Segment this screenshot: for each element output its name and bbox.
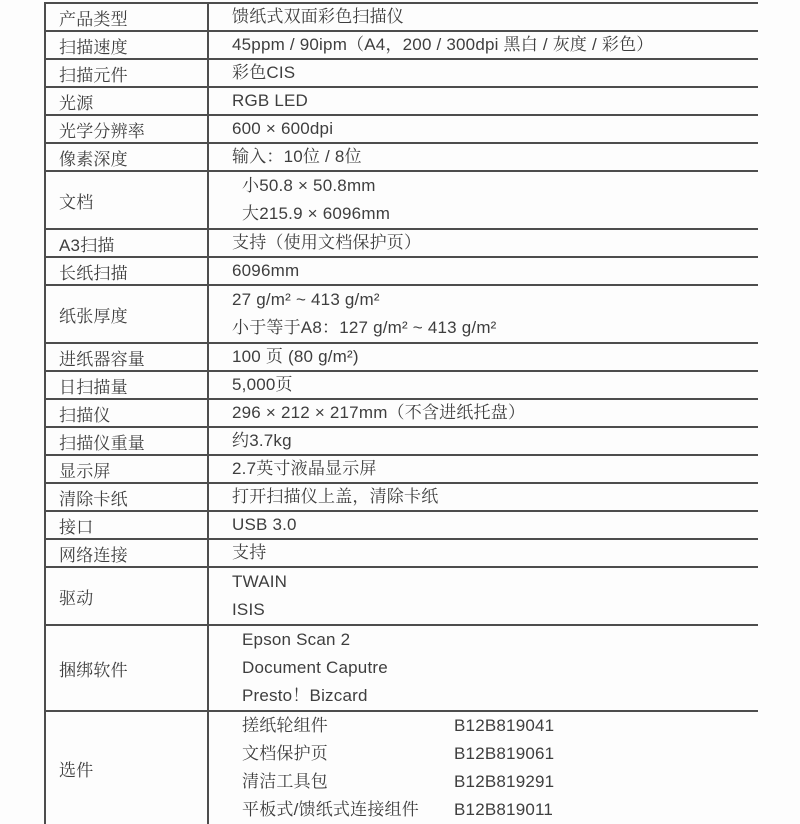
spec-row xyxy=(44,370,758,398)
spec-value-line: 彩色CIS xyxy=(232,63,296,82)
spec-label: 长纸扫描 xyxy=(44,258,209,284)
spec-label: 扫描速度 xyxy=(44,32,209,58)
spec-value-line: 约3.7kg xyxy=(232,431,292,450)
spec-label: A3扫描 xyxy=(44,230,209,256)
spec-value xyxy=(209,456,758,482)
spec-value-line: 6096mm xyxy=(232,261,300,280)
option-item xyxy=(232,740,758,768)
spec-label: 文档 xyxy=(44,172,209,228)
spec-label: 扫描仪 xyxy=(44,400,209,426)
spec-value-line: 2.7英寸液晶显示屏 xyxy=(232,459,377,478)
spec-value-line: TWAIN xyxy=(232,572,288,591)
spec-value-line: 小于等于A8：127 g/m² ~ 413 g/m² xyxy=(232,318,497,337)
spec-value-line: Presto！Bizcard xyxy=(242,686,368,705)
spec-value xyxy=(209,286,758,342)
spec-value-line: USB 3.0 xyxy=(232,515,297,534)
spec-value-line: 296 × 212 × 217mm（不含进纸托盘） xyxy=(232,403,526,422)
spec-row xyxy=(44,482,758,510)
spec-value-line: RGB LED xyxy=(232,91,309,110)
spec-row xyxy=(44,538,758,566)
spec-row xyxy=(44,58,758,86)
spec-row xyxy=(44,566,758,624)
spec-value xyxy=(209,88,758,114)
spec-value-line: 支持 xyxy=(232,543,267,562)
spec-row xyxy=(44,142,758,170)
spec-value xyxy=(209,712,758,824)
spec-value-line: 支持（使用文档保护页） xyxy=(232,233,422,252)
spec-value-line: 大215.9 × 6096mm xyxy=(242,204,391,223)
spec-value xyxy=(209,144,758,170)
spec-value xyxy=(209,4,758,30)
spec-value xyxy=(209,428,758,454)
option-item xyxy=(232,768,758,796)
option-name: 清洁工具包 xyxy=(242,772,328,791)
spec-label: 清除卡纸 xyxy=(44,484,209,510)
spec-row xyxy=(44,2,758,30)
spec-label: 纸张厚度 xyxy=(44,286,209,342)
spec-value-line: ISIS xyxy=(232,600,265,619)
spec-label: 产品类型 xyxy=(44,4,209,30)
option-name: 平板式/馈纸式连接组件 xyxy=(242,800,419,819)
spec-label: 扫描仪重量 xyxy=(44,428,209,454)
spec-label: 驱动 xyxy=(44,568,209,624)
spec-value-line: 输入：10位 / 8位 xyxy=(232,147,362,166)
spec-value-line: 馈纸式双面彩色扫描仪 xyxy=(232,7,404,26)
spec-value xyxy=(209,540,758,566)
spec-label: 捆绑软件 xyxy=(44,626,209,710)
spec-value-line: 27 g/m² ~ 413 g/m² xyxy=(232,290,380,309)
spec-row xyxy=(44,30,758,58)
option-name: 文档保护页 xyxy=(242,744,328,763)
spec-label: 选件 xyxy=(44,712,209,824)
spec-label: 接口 xyxy=(44,512,209,538)
spec-row xyxy=(44,284,758,342)
spec-label: 光源 xyxy=(44,88,209,114)
spec-value-line: 小50.8 × 50.8mm xyxy=(242,176,376,195)
option-part-number: B12B819061 xyxy=(454,744,555,763)
spec-row xyxy=(44,454,758,482)
spec-label: 显示屏 xyxy=(44,456,209,482)
spec-label: 扫描元件 xyxy=(44,60,209,86)
spec-label: 日扫描量 xyxy=(44,372,209,398)
spec-row xyxy=(44,624,758,710)
spec-value xyxy=(209,116,758,142)
spec-row xyxy=(44,114,758,142)
spec-value-line: Document Caputre xyxy=(242,658,388,677)
spec-label: 网络连接 xyxy=(44,540,209,566)
spec-value xyxy=(209,258,758,284)
spec-value-line: 5,000页 xyxy=(232,375,293,394)
spec-value xyxy=(209,230,758,256)
spec-value xyxy=(209,32,758,58)
option-item xyxy=(232,796,758,824)
spec-value xyxy=(209,400,758,426)
spec-row xyxy=(44,398,758,426)
spec-value-line: 600 × 600dpi xyxy=(232,119,334,138)
spec-value-line: 打开扫描仪上盖，清除卡纸 xyxy=(232,487,439,506)
spec-row xyxy=(44,710,758,824)
spec-row xyxy=(44,228,758,256)
spec-row xyxy=(44,170,758,228)
spec-value xyxy=(209,626,758,710)
option-name: 搓纸轮组件 xyxy=(242,716,328,735)
spec-row xyxy=(44,256,758,284)
spec-row xyxy=(44,426,758,454)
product-spec-table xyxy=(44,2,758,824)
spec-value xyxy=(209,484,758,510)
option-item xyxy=(232,712,758,740)
option-part-number: B12B819291 xyxy=(454,772,555,791)
option-part-number: B12B819011 xyxy=(454,800,554,819)
spec-value xyxy=(209,372,758,398)
spec-row xyxy=(44,510,758,538)
spec-row xyxy=(44,86,758,114)
spec-row xyxy=(44,342,758,370)
spec-label: 光学分辨率 xyxy=(44,116,209,142)
spec-value xyxy=(209,512,758,538)
spec-value xyxy=(209,344,758,370)
spec-value-line: 100 页 (80 g/m²) xyxy=(232,347,359,366)
spec-value xyxy=(209,568,758,624)
spec-label: 进纸器容量 xyxy=(44,344,209,370)
spec-value-line: Epson Scan 2 xyxy=(242,630,351,649)
spec-value xyxy=(209,60,758,86)
spec-value-line: 45ppm / 90ipm（A4，200 / 300dpi 黑白 / 灰度 / 彩色） xyxy=(232,35,654,54)
spec-label: 像素深度 xyxy=(44,144,209,170)
option-part-number: B12B819041 xyxy=(454,716,555,735)
spec-value xyxy=(209,172,758,228)
